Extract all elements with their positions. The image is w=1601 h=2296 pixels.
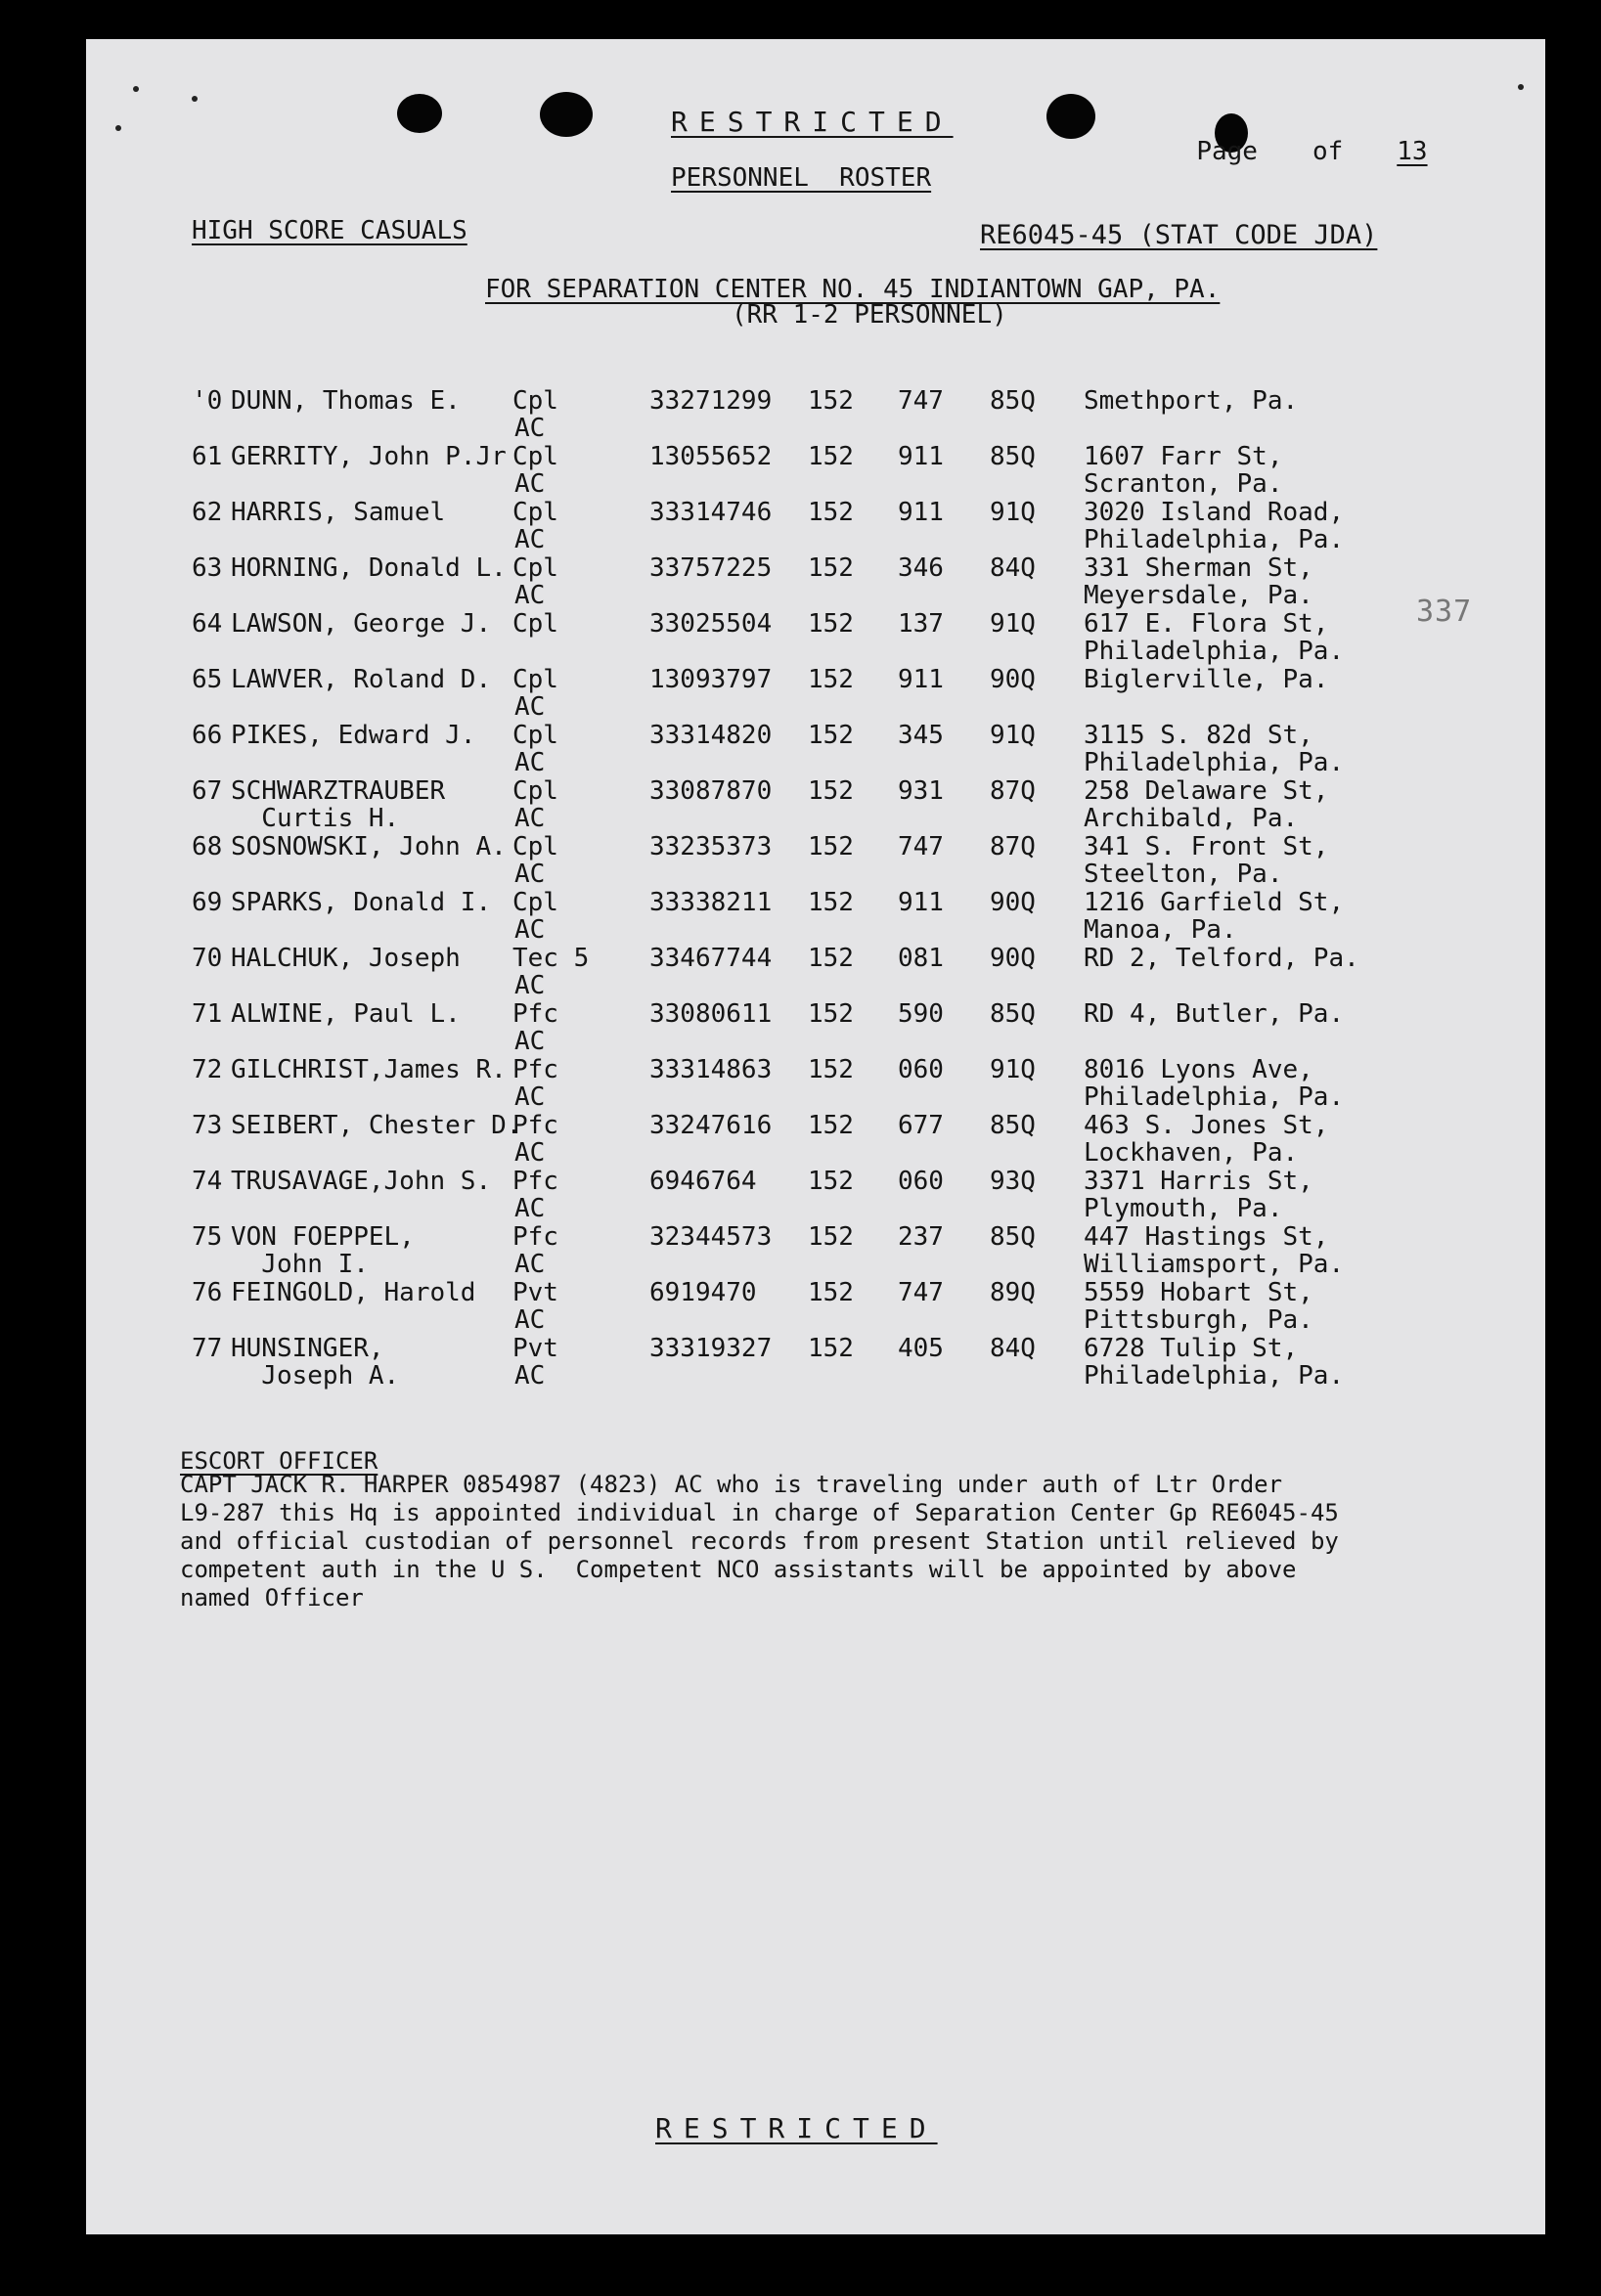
serial-number: 6919470 (649, 1278, 757, 1307)
member-name: GILCHRIST,James R. (231, 1055, 507, 1084)
score: 85Q (990, 386, 1036, 416)
score: 84Q (990, 1334, 1036, 1363)
escort-heading: ESCORT OFFICER (180, 1447, 378, 1475)
code-2: 747 (898, 832, 944, 861)
group-name: HIGH SCORE CASUALS (192, 216, 467, 245)
grade: Cpl (512, 442, 558, 471)
row-number: 77 (192, 1334, 223, 1363)
member-name: SCHWARZTRAUBER (231, 776, 446, 806)
address-line-2: Manoa, Pa. (1084, 915, 1237, 945)
member-name: LAWVER, Roland D. (231, 665, 492, 694)
code-1: 152 (808, 1055, 854, 1084)
address-line-1: 6728 Tulip St, (1084, 1334, 1299, 1363)
classification-top: RESTRICTED (671, 106, 954, 138)
address-line-2: Philadelphia, Pa. (1084, 637, 1345, 666)
roster-title: PERSONNEL ROSTER (671, 163, 932, 193)
classification-bottom: RESTRICTED (655, 2112, 938, 2144)
grade: Cpl (512, 553, 558, 583)
branch: AC (514, 860, 546, 889)
code-1: 152 (808, 721, 854, 750)
serial-number: 33757225 (649, 553, 773, 583)
code-1: 152 (808, 498, 854, 527)
speck (192, 96, 198, 102)
grade: Cpl (512, 386, 558, 416)
row-number: 69 (192, 888, 223, 917)
address-line-1: RD 4, Butler, Pa. (1084, 999, 1345, 1029)
grade: Pfc (512, 1222, 558, 1252)
branch: AC (514, 1194, 546, 1223)
row-number: 64 (192, 609, 223, 639)
address-line-1: Smethport, Pa. (1084, 386, 1299, 416)
address-line-2: Steelton, Pa. (1084, 860, 1283, 889)
address-line-1: 617 E. Flora St, (1084, 609, 1329, 639)
branch: AC (514, 414, 546, 443)
serial-number: 33319327 (649, 1334, 773, 1363)
code-2: 911 (898, 888, 944, 917)
branch: AC (514, 1361, 546, 1391)
member-name: LAWSON, George J. (231, 609, 492, 639)
branch: AC (514, 804, 546, 833)
code-2: 911 (898, 498, 944, 527)
branch: AC (514, 525, 546, 554)
serial-number: 13093797 (649, 665, 773, 694)
code-1: 152 (808, 442, 854, 471)
code-1: 152 (808, 609, 854, 639)
code-1: 152 (808, 776, 854, 806)
serial-number: 33247616 (649, 1111, 773, 1140)
branch: AC (514, 915, 546, 945)
code-2: 405 (898, 1334, 944, 1363)
code-2: 060 (898, 1055, 944, 1084)
serial-number: 13055652 (649, 442, 773, 471)
code-1: 152 (808, 553, 854, 583)
code-2: 345 (898, 721, 944, 750)
member-name: DUNN, Thomas E. (231, 386, 461, 416)
score: 89Q (990, 1278, 1036, 1307)
margin-stamp: 337 (1416, 595, 1473, 629)
code-2: 346 (898, 553, 944, 583)
personnel-subtitle: (RR 1-2 PERSONNEL) (732, 300, 1007, 330)
page-of-label: of (1312, 137, 1344, 166)
address-line-1: 3115 S. 82d St, (1084, 721, 1313, 750)
score: 90Q (990, 888, 1036, 917)
address-line-1: 3371 Harris St, (1084, 1167, 1313, 1196)
member-name: SEIBERT, Chester D. (231, 1111, 522, 1140)
member-name-cont: Curtis H. (231, 804, 400, 833)
address-line-2: Philadelphia, Pa. (1084, 1082, 1345, 1112)
grade: Tec 5 (512, 944, 590, 973)
member-name: HARRIS, Samuel (231, 498, 446, 527)
member-name: TRUSAVAGE,John S. (231, 1167, 492, 1196)
code-2: 677 (898, 1111, 944, 1140)
grade: Cpl (512, 832, 558, 861)
grade: Cpl (512, 888, 558, 917)
roster-code: RE6045-45 (STAT CODE JDA) (980, 220, 1378, 250)
row-number: 67 (192, 776, 223, 806)
address-line-1: Biglerville, Pa. (1084, 665, 1329, 694)
row-number: 76 (192, 1278, 223, 1307)
address-line-2: Philadelphia, Pa. (1084, 1361, 1345, 1391)
member-name: HORNING, Donald L. (231, 553, 507, 583)
member-name: GERRITY, John P.Jr (231, 442, 507, 471)
row-number: '0 (192, 386, 223, 416)
row-number: 62 (192, 498, 223, 527)
code-1: 152 (808, 944, 854, 973)
address-line-1: 447 Hastings St, (1084, 1222, 1329, 1252)
score: 91Q (990, 498, 1036, 527)
grade: Cpl (512, 776, 558, 806)
address-line-2: Lockhaven, Pa. (1084, 1138, 1299, 1168)
score: 85Q (990, 1111, 1036, 1140)
address-line-2: Philadelphia, Pa. (1084, 525, 1345, 554)
address-line-1: 463 S. Jones St, (1084, 1111, 1329, 1140)
row-number: 73 (192, 1111, 223, 1140)
code-1: 152 (808, 888, 854, 917)
branch: AC (514, 1138, 546, 1168)
grade: Pfc (512, 1111, 558, 1140)
member-name: FEINGOLD, Harold (231, 1278, 476, 1307)
punch-hole (540, 92, 593, 137)
address-line-1: 331 Sherman St, (1084, 553, 1313, 583)
row-number: 61 (192, 442, 223, 471)
grade: Cpl (512, 721, 558, 750)
branch: AC (514, 692, 546, 722)
serial-number: 33080611 (649, 999, 773, 1029)
branch: AC (514, 581, 546, 610)
code-2: 747 (898, 386, 944, 416)
serial-number: 33271299 (649, 386, 773, 416)
member-name: SOSNOWSKI, John A. (231, 832, 507, 861)
address-line-1: 1607 Farr St, (1084, 442, 1283, 471)
serial-number: 33338211 (649, 888, 773, 917)
address-line-2: Pittsburgh, Pa. (1084, 1305, 1313, 1335)
page-total: 13 (1397, 137, 1428, 166)
code-1: 152 (808, 999, 854, 1029)
code-2: 060 (898, 1167, 944, 1196)
code-2: 931 (898, 776, 944, 806)
code-1: 152 (808, 1334, 854, 1363)
address-line-1: RD 2, Telford, Pa. (1084, 944, 1359, 973)
branch: AC (514, 1305, 546, 1335)
serial-number: 32344573 (649, 1222, 773, 1252)
code-2: 911 (898, 665, 944, 694)
row-number: 72 (192, 1055, 223, 1084)
score: 91Q (990, 721, 1036, 750)
code-1: 152 (808, 1167, 854, 1196)
member-name-cont: Joseph A. (231, 1361, 400, 1391)
row-number: 68 (192, 832, 223, 861)
grade: Pfc (512, 1167, 558, 1196)
score: 85Q (990, 1222, 1036, 1252)
member-name: SPARKS, Donald I. (231, 888, 492, 917)
address-line-2: Plymouth, Pa. (1084, 1194, 1283, 1223)
grade: Cpl (512, 609, 558, 639)
score: 85Q (990, 442, 1036, 471)
branch: AC (514, 1027, 546, 1056)
branch: AC (514, 971, 546, 1000)
address-line-2: Archibald, Pa. (1084, 804, 1299, 833)
member-name: VON FOEPPEL, (231, 1222, 415, 1252)
address-line-1: 341 S. Front St, (1084, 832, 1329, 861)
code-2: 911 (898, 442, 944, 471)
serial-number: 33087870 (649, 776, 773, 806)
row-number: 66 (192, 721, 223, 750)
serial-number: 33235373 (649, 832, 773, 861)
row-number: 63 (192, 553, 223, 583)
code-2: 137 (898, 609, 944, 639)
code-1: 152 (808, 1222, 854, 1252)
score: 84Q (990, 553, 1036, 583)
member-name: HUNSINGER, (231, 1334, 384, 1363)
score: 90Q (990, 665, 1036, 694)
address-line-1: 3020 Island Road, (1084, 498, 1345, 527)
address-line-1: 8016 Lyons Ave, (1084, 1055, 1313, 1084)
grade: Cpl (512, 498, 558, 527)
grade: Pvt (512, 1334, 558, 1363)
speck (1518, 84, 1524, 90)
row-number: 70 (192, 944, 223, 973)
branch: AC (514, 1082, 546, 1112)
branch: AC (514, 1250, 546, 1279)
row-number: 65 (192, 665, 223, 694)
serial-number: 6946764 (649, 1167, 757, 1196)
address-line-1: 258 Delaware St, (1084, 776, 1329, 806)
grade: Pvt (512, 1278, 558, 1307)
code-1: 152 (808, 386, 854, 416)
member-name: PIKES, Edward J. (231, 721, 476, 750)
code-1: 152 (808, 665, 854, 694)
page-number (1166, 110, 1466, 166)
member-name: ALWINE, Paul L. (231, 999, 461, 1029)
code-2: 081 (898, 944, 944, 973)
code-1: 152 (808, 1278, 854, 1307)
punch-hole (397, 94, 442, 133)
punch-hole (1046, 94, 1095, 139)
row-number: 74 (192, 1167, 223, 1196)
score: 90Q (990, 944, 1036, 973)
page-label: Page (1196, 137, 1258, 166)
row-number: 71 (192, 999, 223, 1029)
grade: Pfc (512, 999, 558, 1029)
code-2: 590 (898, 999, 944, 1029)
code-1: 152 (808, 1111, 854, 1140)
member-name-cont: John I. (231, 1250, 369, 1279)
code-2: 747 (898, 1278, 944, 1307)
branch: AC (514, 748, 546, 777)
destination: FOR SEPARATION CENTER NO. 45 INDIANTOWN GAP, PA. (485, 275, 1221, 304)
address-line-2: Williamsport, Pa. (1084, 1250, 1345, 1279)
speck (133, 86, 139, 92)
score: 93Q (990, 1167, 1036, 1196)
code-1: 152 (808, 832, 854, 861)
address-line-1: 1216 Garfield St, (1084, 888, 1345, 917)
branch: AC (514, 469, 546, 499)
score: 85Q (990, 999, 1036, 1029)
address-line-2: Philadelphia, Pa. (1084, 748, 1345, 777)
serial-number: 33314820 (649, 721, 773, 750)
address-line-2: Meyersdale, Pa. (1084, 581, 1313, 610)
grade: Pfc (512, 1055, 558, 1084)
row-number: 75 (192, 1222, 223, 1252)
speck (115, 125, 121, 131)
member-name: HALCHUK, Joseph (231, 944, 461, 973)
serial-number: 33467744 (649, 944, 773, 973)
serial-number: 33025504 (649, 609, 773, 639)
address-line-2: Scranton, Pa. (1084, 469, 1283, 499)
score: 87Q (990, 832, 1036, 861)
score: 87Q (990, 776, 1036, 806)
score: 91Q (990, 609, 1036, 639)
serial-number: 33314746 (649, 498, 773, 527)
serial-number: 33314863 (649, 1055, 773, 1084)
grade: Cpl (512, 665, 558, 694)
code-2: 237 (898, 1222, 944, 1252)
escort-paragraph: CAPT JACK R. HARPER 0854987 (4823) AC who is traveling under auth of Ltr Order L9-287 this Hq is appointed individual in charge of Separation Center Gp RE6045-45 and official custodian of personnel records from present Station until relieved by competent auth in the U S. Competent NCO assistants will be appointed by above named Officer (180, 1471, 1339, 1612)
score: 91Q (990, 1055, 1036, 1084)
address-line-1: 5559 Hobart St, (1084, 1278, 1313, 1307)
